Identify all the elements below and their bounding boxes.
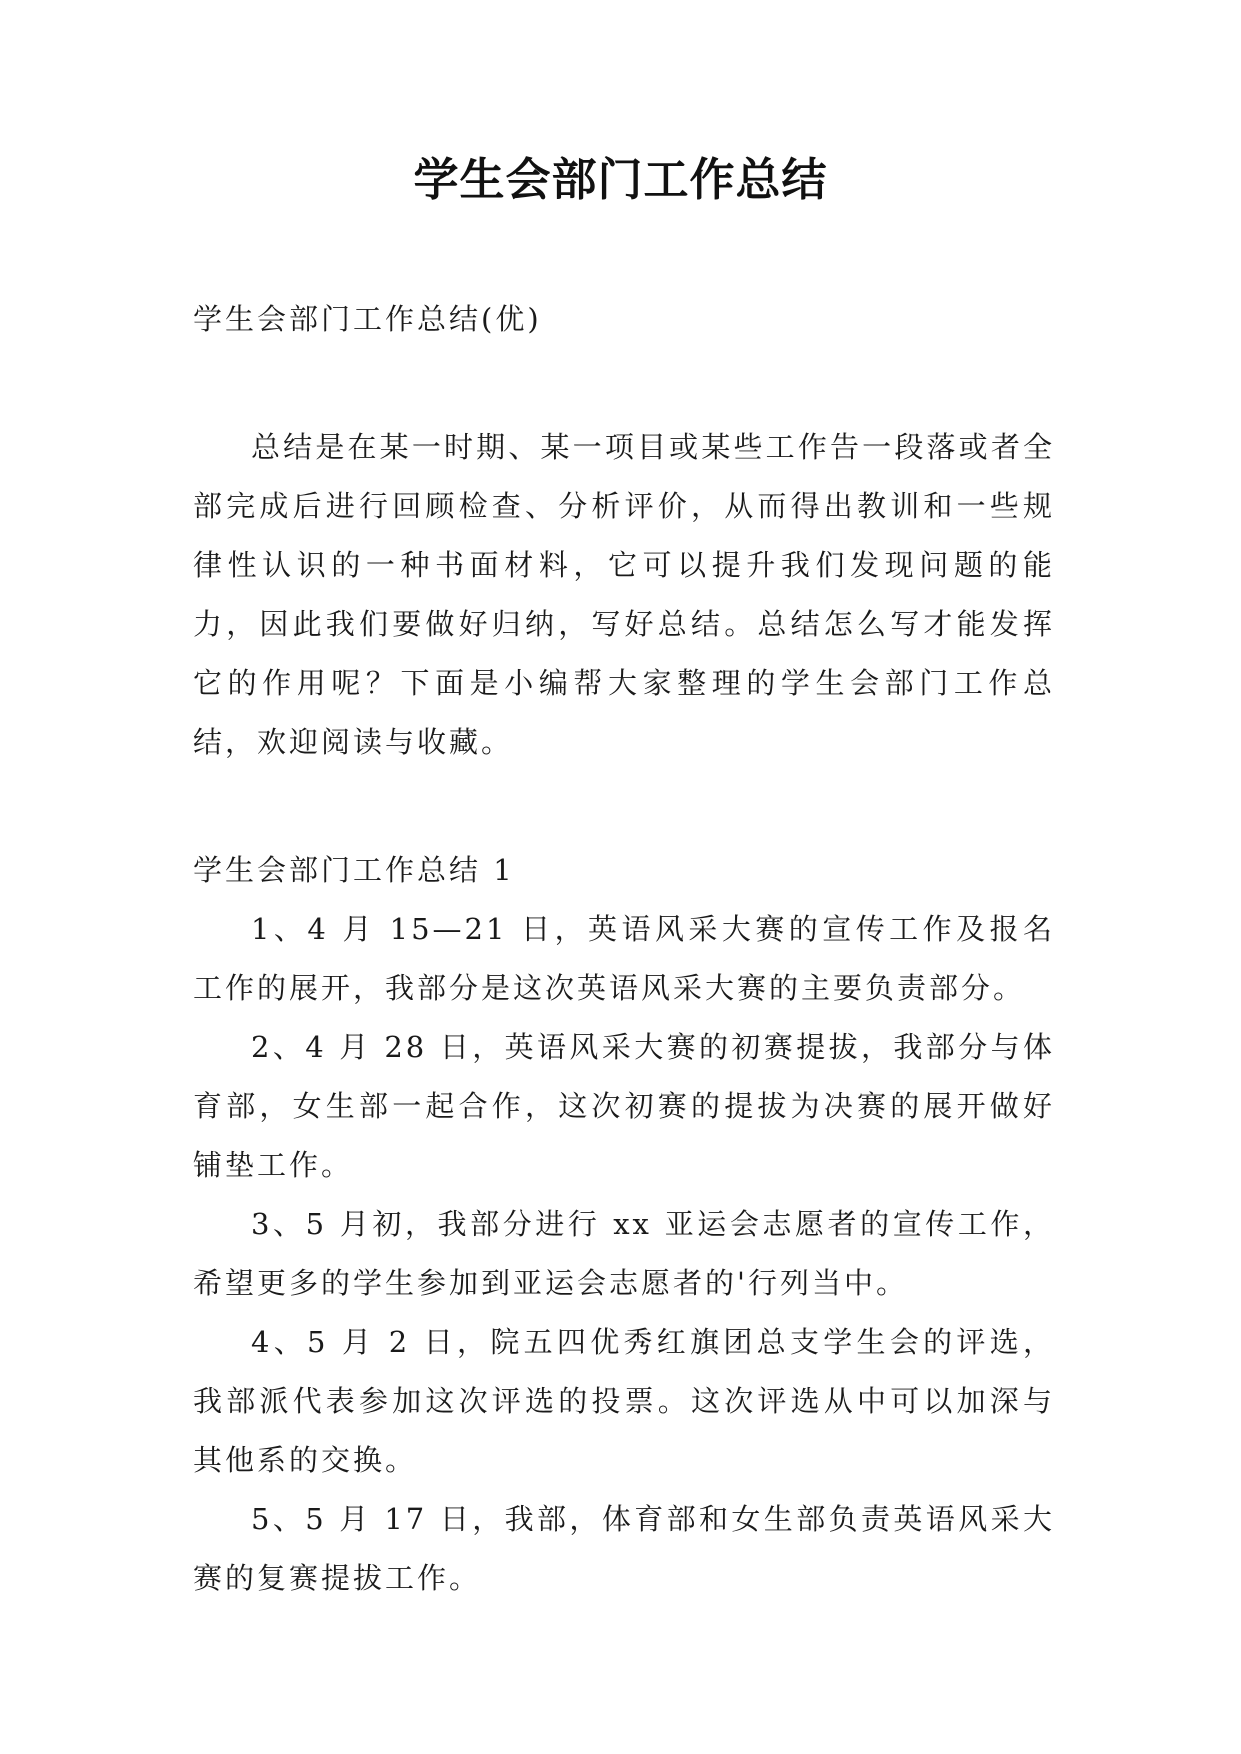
list-item: 1、4 月 15—21 日，英语风采大赛的宣传工作及报名工作的展开，我部分是这次英语风采大赛的主要负责部分。 (193, 912, 1055, 1005)
list-item: 4、5 月 2 日，院五四优秀红旗团总支学生会的评选，我部派代表参加这次评选的投票。这次评选从中可以加深与其他系的交换。 (193, 1325, 1055, 1477)
list-item: 2、4 月 28 日，英语风采大赛的初赛提拔，我部分与体育部，女生部一起合作，这次初赛的提拔为决赛的展开做好铺垫工作。 (193, 1030, 1055, 1182)
list-item: 3、5 月初，我部分进行 xx 亚运会志愿者的宣传工作，希望更多的学生参加到亚运会志愿者的'行列当中。 (193, 1207, 1055, 1300)
document-subtitle: 学生会部门工作总结(优) (193, 302, 542, 336)
section-heading: 学生会部门工作总结 1 (193, 853, 515, 887)
document-title: 学生会部门工作总结 (413, 153, 828, 206)
list-item: 5、5 月 17 日，我部，体育部和女生部负责英语风采大赛的复赛提拔工作。 (193, 1502, 1055, 1595)
intro-paragraph: 总结是在某一时期、某一项目或某些工作告一段落或者全部完成后进行回顾检查、分析评价，从而得出教训和一些规律性认识的一种书面材料，它可以提升我们发现问题的能力，因此我们要做好归纳，写好总结。总结怎么写才能发挥它的作用呢？下面是小编帮大家整理的学生会部门工作总结，欢迎阅读与收藏。 (193, 430, 1055, 759)
document-body (193, 290, 1055, 1608)
